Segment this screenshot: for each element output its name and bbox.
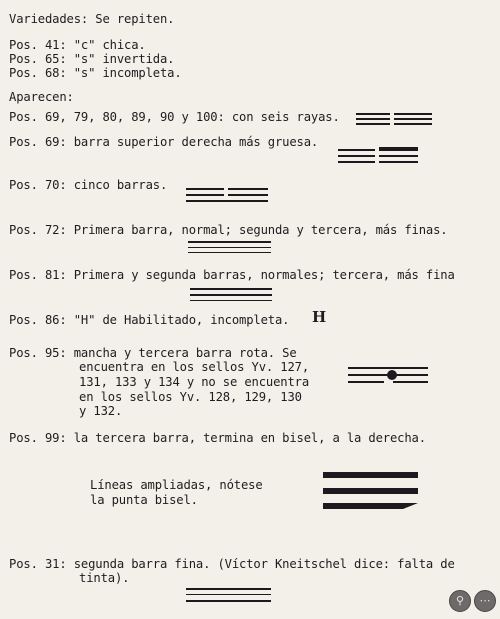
six-bars-sample [356,113,432,127]
pos-65-note: Pos. 65: "s" invertida. [9,52,175,66]
thick-bar-sample [338,147,418,165]
pos-86-note: Pos. 86: "H" de Habilitado, incompleta. [9,313,290,327]
aparecen-heading: Aparecen: [9,90,74,104]
pos-69-list-note: Pos. 69, 79, 80, 89, 90 y 100: con seis rayas. [9,110,340,124]
zoom-icon: ⚲ [455,594,465,607]
incomplete-h-sample: H [312,308,327,326]
pos-95-note-line-4: en los sellos Yv. 128, 129, 130 [79,390,302,404]
pos-68-note: Pos. 68: "s" incompleta. [9,66,182,80]
pos-95-note-line-2: encuentra en los sellos Yv. 127, [79,360,309,374]
enlarged-lines-caption-2: la punta bisel. [90,493,198,507]
pos-99-note: Pos. 99: la tercera barra, termina en bisel, a la derecha. [9,431,426,445]
pos-31-note-line-1: Pos. 31: segunda barra fina. (Víctor Kneitschel dice: falta de [9,557,455,571]
pos-95-note-line-3: 131, 133 y 134 y no se encuentra [79,375,309,389]
pos-81-note: Pos. 81: Primera y segunda barras, normales; tercera, más fina [9,268,455,282]
variedades-heading: Variedades: Se repiten. [9,12,175,26]
enlarged-lines-caption-1: Líneas ampliadas, nótese [90,478,263,492]
pos-41-note: Pos. 41: "c" chica. [9,38,146,52]
pos-72-note: Pos. 72: Primera barra, normal; segunda y tercera, más finas. [9,223,448,237]
pos-31-note-line-2: tinta). [79,571,130,585]
pos-95-note-line-5: y 132. [79,404,123,418]
pos-95-note-line-1: Pos. 95: mancha y tercera barra rota. Se [9,346,297,360]
pos-69-note: Pos. 69: barra superior derecha más gruesa. [9,135,319,149]
thin-bars-sample [188,241,271,257]
more-button[interactable] [474,590,496,612]
enlarged-bevel-bars [323,472,418,510]
more-icon: ⋯ [479,594,491,607]
five-bars-sample [186,188,268,204]
stained-bars-sample [348,367,428,387]
zoom-button[interactable] [449,590,471,612]
fine-third-bar-sample [190,288,272,304]
pos-70-note: Pos. 70: cinco barras. [9,178,168,192]
fine-second-bar-sample [186,588,271,604]
